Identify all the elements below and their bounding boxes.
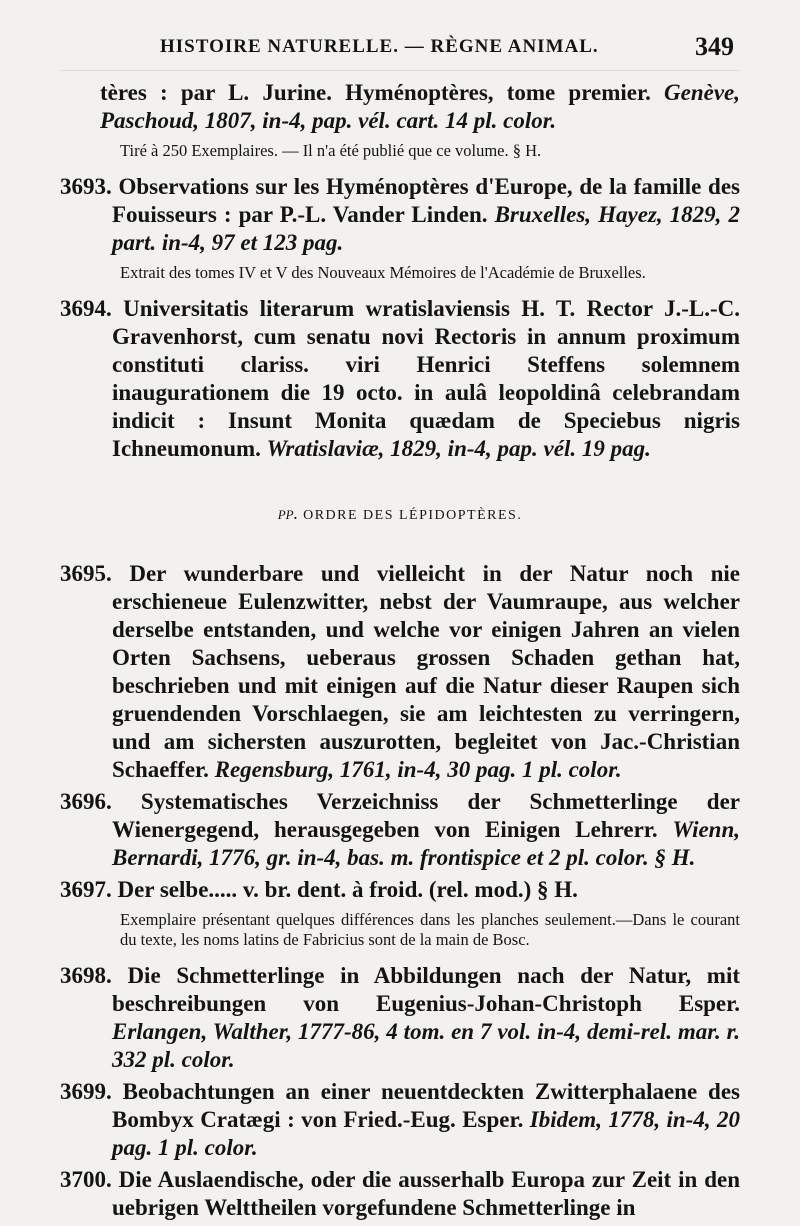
entry-imprint: Regensburg, 1761, in-4, 30 pag. 1 pl. color.: [214, 757, 622, 782]
entry-number: 3700.: [60, 1167, 112, 1192]
entry-text: Observations sur les Hyménoptères d'Europe, de la famille des Fouisseurs : par P.-L. Vander Linden.: [112, 174, 741, 227]
book-page: [60, 30, 740, 1226]
section-title: ORDRE DES LÉPIDOPTÈRES.: [303, 508, 523, 523]
catalog-entry-3697: [60, 876, 740, 904]
entry-note: Tiré à 250 Exemplaires. — Il n'a été publié que ce volume. § H.: [120, 141, 542, 160]
entry-text: Die Schmetterlinge in Abbildungen nach der Natur, mit beschreibungen von Eugenius-Johan-Christoph Esper.: [112, 963, 740, 1016]
entry-number: 3693.: [60, 174, 112, 199]
entry-number: 3699.: [60, 1079, 112, 1104]
entry-text: Der wunderbare und vielleicht in der Natur noch nie erschieneue Eulenzwitter, nebst der Vaumraupe, aus welcher derselbe entstanden, und welche vor einigen Jahren an vielen Orten Sachsens, ueberaus grossen Schaden gethan hat, beschrieben und mit einigen auf die Natur dieser Raupen sich gruendenden Vorschlaegen, sie am leichtesten zu verringern, und am sichersten auszurotten, begleitet von Jac.-Christian Schaeffer.: [112, 561, 741, 782]
section-signature: pp.: [277, 503, 299, 523]
entry-imprint: Genève, Paschoud, 1807, in-4, pap. vél. cart. 14 pl. color.: [100, 80, 740, 133]
entry-note: Exemplaire présentant quelques différences dans les planches seulement.—Dans le courant du texte, les noms latins de Fabricius sont de la main de Bosc.: [120, 910, 740, 949]
entry-number: 3697.: [60, 877, 112, 902]
catalog-entry-3693: [60, 173, 740, 257]
entry-imprint: Ibidem, 1778, in-4, 20 pag. 1 pl. color.: [112, 1107, 740, 1160]
catalog-entry-3696: [60, 788, 740, 872]
entry-text: Universitatis literarum wratislaviensis H. T. Rector J.-L.-C. Gravenhorst, cum senatu novi Rectoris in annum proximum constituti clariss. viri Henrici Steffens solemnem inaugurationem die 19 octo. in aulâ leopoldinâ celebrandam indicit : Insunt Monita quædam de Speciebus nigris Ichneumonum.: [112, 296, 740, 461]
catalog-entry-3695: [60, 560, 740, 784]
entry-text: Beobachtungen an einer neuentdeckten Zwitterphalaene des Bombyx Cratægi : von Fried.-Eug. Esper.: [112, 1079, 740, 1132]
entry-number: 3695.: [60, 561, 112, 586]
entry-text: Der selbe..... v. br. dent. à froid. (rel. mod.) § H.: [117, 877, 578, 902]
catalog-entry-3698: [60, 962, 740, 1074]
entry-imprint: Erlangen, Walther, 1777-86, 4 tom. en 7 vol. in-4, demi-rel. mar. r. 332 pl. color.: [112, 1019, 740, 1072]
entry-text: Die Auslaendische, oder die ausserhalb Europa zur Zeit in den uebrigen Welttheilen vorgefundene Schmetterlinge in: [112, 1167, 741, 1220]
page-number: 349: [695, 32, 734, 61]
catalog-entry-3699: [60, 1078, 740, 1162]
entry-number: 3698.: [60, 963, 112, 988]
running-head: [60, 30, 740, 71]
entry-imprint: Wienn, Bernardi, 1776, gr. in-4, bas. m. frontispice et 2 pl. color. § H.: [112, 817, 740, 870]
entry-number: 3694.: [60, 296, 112, 321]
catalog-entry-3694: [60, 295, 740, 463]
entry-text: Systematisches Verzeichniss der Schmetterlinge der Wienergegend, herausgegeben von Einigen Lehrerr.: [112, 789, 741, 842]
section-heading: [60, 503, 740, 524]
entry-text: tères : par L. Jurine. Hyménoptères, tome premier.: [100, 80, 651, 105]
entry-imprint: Wratislaviæ, 1829, in-4, pap. vél. 19 pag.: [266, 436, 651, 461]
entry-imprint: Bruxelles, Hayez, 1829, 2 part. in-4, 97 et 123 pag.: [112, 202, 740, 255]
catalog-entry-continued: [60, 79, 740, 135]
entry-number: 3696.: [60, 789, 112, 814]
entry-note: Extrait des tomes IV et V des Nouveaux Mémoires de l'Académie de Bruxelles.: [120, 263, 646, 282]
catalog-entry-3700: [60, 1166, 740, 1222]
running-head-title: HISTOIRE NATURELLE. — RÈGNE ANIMAL.: [160, 36, 599, 57]
